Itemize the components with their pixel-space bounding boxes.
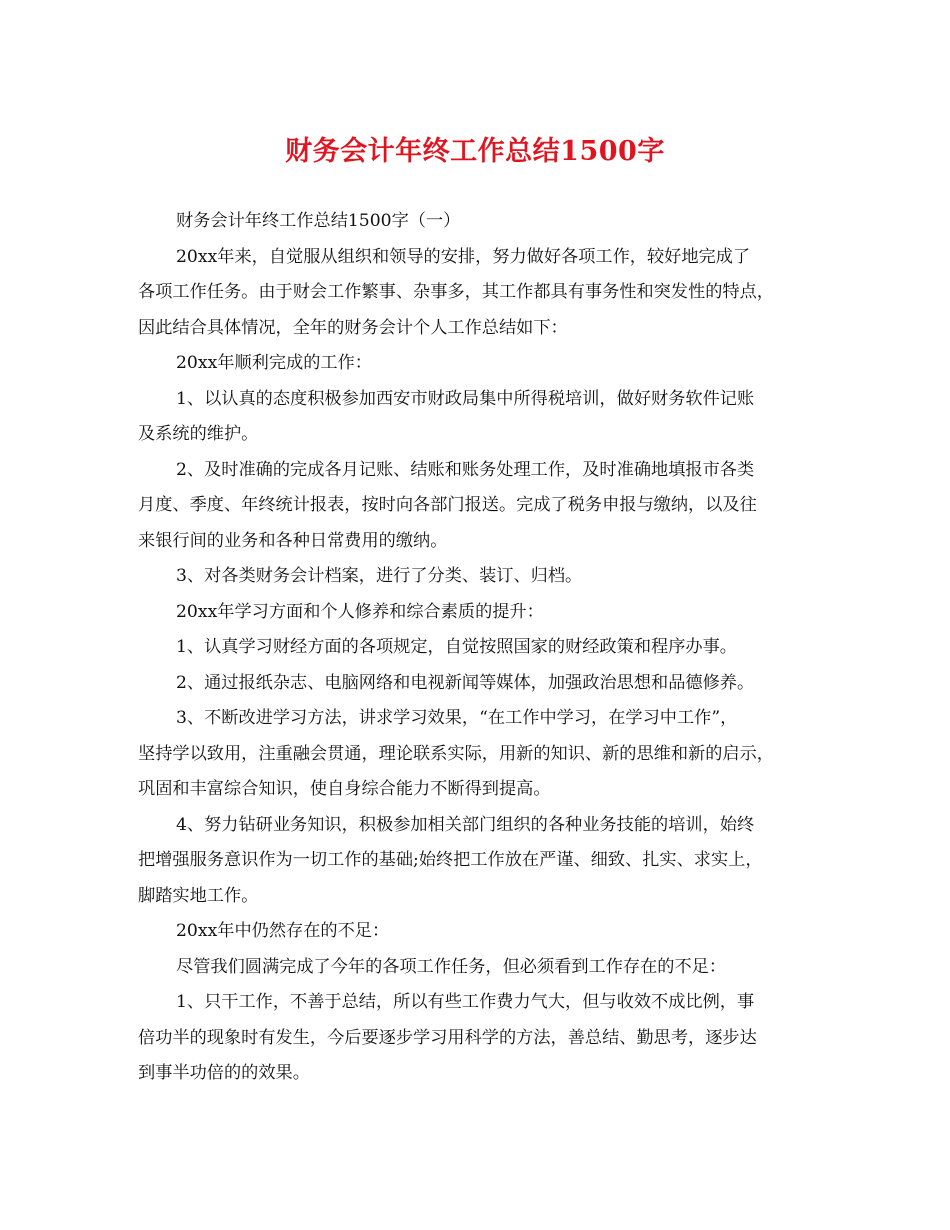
page-title: 财务会计年终工作总结1500字 — [285, 136, 665, 167]
paragraph-line: 3、对各类财务会计档案，进行了分类、装订、归档。 — [176, 566, 583, 586]
paragraph-line: 3、不断改进学习方法，讲求学习效果，“在工作中学习，在学习中工作”， — [176, 708, 738, 728]
paragraph-line: 因此结合具体情况，全年的财务会计个人工作总结如下： — [138, 317, 568, 338]
section-heading-line: 20xx年中仍然存在的不足： — [176, 921, 390, 941]
paragraph-line: 巩固和丰富综合知识，使自身综合能力不断得到提高。 — [138, 779, 551, 799]
document-body — [138, 204, 818, 1092]
paragraph-line: 及系统的维护。 — [138, 424, 259, 444]
paragraph-line: 到事半功倍的的效果。 — [138, 1063, 310, 1083]
paragraph-line: 脚踏实地工作。 — [138, 885, 259, 906]
paragraph-line: 来银行间的业务和各种日常费用的缴纳。 — [138, 530, 448, 551]
paragraph-line: 2、及时准确的完成各月记账、结账和账务处理工作，及时准确地填报市各类 — [176, 459, 755, 480]
paragraph-line: 1、以认真的态度积极参加西安市财政局集中所得税培训，做好财务软件记账 — [176, 388, 755, 409]
paragraph-line: 坚持学以致用，注重融会贯通，理论联系实际，用新的知识、新的思维和新的启示， — [138, 743, 774, 764]
paragraph-line: 2、通过报纸杂志、电脑网络和电视新闻等媒体，加强政治思想和品德修养。 — [176, 672, 755, 693]
paragraph-line: 4、努力钻研业务知识，积极参加相关部门组织的各种业务技能的培训，始终 — [176, 814, 755, 835]
paragraph-line: 倍功半的现象时有发生，今后要逐步学习用科学的方法，善总结、勤思考，逐步达 — [138, 1027, 757, 1048]
section-heading-line: 20xx年顺利完成的工作： — [176, 353, 372, 373]
paragraph-line: 把增强服务意识作为一切工作的基础;始终把工作放在严谨、细致、扎实、求实上， — [138, 850, 763, 870]
paragraph-line: 财务会计年终工作总结1500字（一） — [176, 211, 461, 231]
paragraph-line: 1、只干工作，不善于总结，所以有些工作费力气大，但与收效不成比例，事 — [176, 992, 755, 1012]
section-heading-line: 20xx年学习方面和个人修养和综合素质的提升： — [176, 601, 544, 622]
paragraph-line: 1、认真学习财经方面的各项规定，自觉按照国家的财经政策和程序办事。 — [176, 637, 737, 657]
paragraph-line: 尽管我们圆满完成了今年的各项工作任务，但必须看到工作存在的不足： — [176, 956, 727, 977]
paragraph-line: 20xx年来，自觉服从组织和领导的安排，努力做好各项工作，较好地完成了 — [176, 246, 751, 267]
paragraph-line: 月度、季度、年终统计报表，按时向各部门报送。完成了税务申报与缴纳，以及往 — [138, 495, 757, 515]
paragraph-line: 各项工作任务。由于财会工作繁事、杂事多，其工作都具有事务性和突发性的特点， — [138, 282, 774, 302]
